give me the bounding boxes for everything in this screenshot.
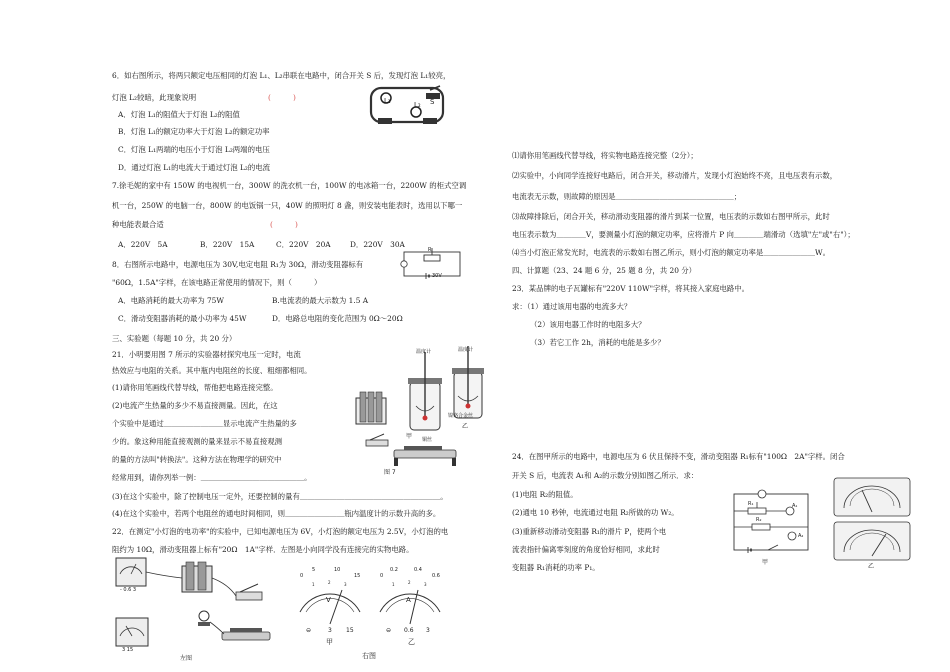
- q7-stem-line1: 7.徐毛妮的家中有 150W 的电视机一台，300W 的洗衣机一台，100W 的电冰箱一台，2200W 的柜式空调: [112, 181, 467, 190]
- q8-stem-line2: "60Ω，1.5A"字样，在该电路正常使用的情况下，则（ ）: [112, 278, 322, 287]
- q6-circuit-figure: [368, 84, 448, 128]
- a-tick-06: 0.6: [432, 573, 440, 579]
- q22-part2-line2: 电流表无示数，则故障的原因是＿＿＿＿＿＿＿＿＿＿＿＿＿＿＿＿；: [512, 192, 742, 201]
- q21-copper-label: 铜丝: [422, 437, 433, 443]
- q24-meters-figure: [832, 476, 912, 572]
- q6-stem-line2: 灯泡 L₂较暗，此现象说明: [112, 93, 197, 102]
- q21-line3: (1)请你用笔画线代替导线，帮他把电路连接完整。: [112, 383, 278, 392]
- a-term-minus: ⊖: [386, 627, 392, 634]
- q6-l2-label: L₂: [414, 101, 421, 109]
- q23-line2: 求：（1）通过该用电器的电流多大？: [512, 302, 632, 311]
- v-term-15: 15: [346, 627, 354, 634]
- q23-line4: （3）若它工作 2h，消耗的电能是多少？: [530, 338, 665, 347]
- q24-line4: (2)通电 10 秒钟，电流通过电阻 R₂所做的功 W₂。: [512, 508, 679, 517]
- a-tick-02: 0.2: [390, 567, 398, 573]
- q6-l1-label: L₁: [384, 97, 391, 105]
- q7-option-b: B．220V 15A: [200, 240, 255, 249]
- q21-apparatus-figure: [352, 346, 490, 478]
- q24-yi-caption: 乙: [868, 563, 875, 570]
- q7-answer-paren: ( ): [270, 220, 298, 229]
- q22-apparatus-figure: [112, 556, 274, 664]
- q22-voltmeter-terminals: 3 15: [122, 647, 134, 653]
- q6-option-b: B．灯泡 L₁的额定功率大于灯泡 L₂的额定功率: [118, 127, 270, 136]
- q21-nichrome-label: 镍铬合金丝: [448, 413, 474, 419]
- section4-heading: 四、计算题（23、24 题 6 分，25 题 8 分，共 20 分）: [512, 266, 697, 275]
- q24-a2-label: A₂: [798, 533, 804, 539]
- q7-stem-line3: 种电能表最合适: [112, 220, 164, 229]
- q24-line6: 流表指针偏离零刻度的角度恰好相同，求此时: [512, 545, 660, 554]
- q21-thermometer2-label: 温度计: [458, 347, 474, 353]
- q24-line7: 变阻器 R₁消耗的功率 P₁。: [512, 563, 600, 572]
- v-tick-10: 10: [334, 567, 341, 573]
- q7-option-c: C．220V 20A: [276, 240, 331, 249]
- q24-line2: 开关 S 后，电流表 A₁和 A₂的示数分别如图乙所示．求：: [512, 471, 699, 480]
- v-tick-0: 0: [300, 573, 304, 579]
- q24-jia-caption: 甲: [762, 559, 769, 566]
- q24-line1: 24．在图甲所示的电路中，电源电压为 6 伏且保持不变，滑动变阻器 R₁标有"100Ω 2A"字样。闭合: [512, 452, 845, 461]
- q8-option-b: B.电流表的最大示数为 1.5 A: [272, 296, 369, 305]
- v-sub-3: 3: [344, 582, 347, 587]
- a-term-06: 0.6: [404, 627, 414, 634]
- q21-line1: 21．小明要用图 7 所示的实验器材探究电压一定时，电流: [112, 350, 301, 359]
- q22-part4: ⑷当小灯泡正常发光时，电流表的示数如右图乙所示，则小灯泡的额定功率是＿＿＿＿＿＿＿W。: [512, 248, 831, 257]
- a-meter-letter: A: [406, 596, 411, 604]
- q6-option-d: D．通过灯泡 L₁的电流大于通过灯泡 L₂的电流: [118, 163, 271, 172]
- q22-part3-line2: 电压表示数为＿＿＿＿V，要测量小灯泡的额定功率，应将滑片 P 向＿＿＿＿端滑动（选填"左"或"右"）；: [512, 230, 855, 239]
- q24-r2-label: R₂: [756, 517, 762, 523]
- q8-v-label: 30V: [432, 273, 442, 279]
- q7-option-a: A．220V 5A: [118, 240, 168, 249]
- q21-line5: 个实验中是通过＿＿＿＿＿＿＿＿显示电流产生热量的多: [112, 419, 297, 428]
- q8-option-c: C．滑动变阻器消耗的最小功率为 45W: [118, 314, 247, 323]
- v-tick-5: 5: [312, 567, 316, 573]
- v-meter-letter: V: [326, 596, 331, 604]
- q21-line6: 少的。象这种用能直接观测的量来显示不易直接观测: [112, 437, 282, 446]
- v-tick-15: 15: [354, 573, 361, 579]
- q24-a1-label: A₁: [792, 503, 798, 509]
- q8-option-a: A．电路消耗的最大功率为 75W: [118, 296, 224, 305]
- q6-stem-line1: 6．如右图所示，将两只额定电压相同的灯泡 L₁、L₂串联在电路中，闭合开关 S 后，发现灯泡 L₁较亮，: [112, 71, 451, 80]
- q24-line3: (1)电阻 R₂的阻值。: [512, 490, 578, 499]
- q23-line1: 23．某品牌的电子瓦罐标有"220V 110W"字样，将其接入家庭电路中。: [512, 284, 750, 293]
- a-sub-2: 2: [408, 580, 411, 585]
- q8-r-label: R: [428, 247, 432, 253]
- q6-option-c: C．灯泡 L₁两端的电压小于灯泡 L₂两端的电压: [118, 145, 270, 154]
- q6-answer-paren: ( ): [268, 93, 296, 102]
- v-sub-1: 1: [312, 582, 315, 587]
- q22-part2-line1: ⑵实验中，小向同学连接好电路后，闭合开关，移动滑片，发现小灯泡始终不亮，且电压表有示数，: [512, 171, 838, 180]
- q22-left-caption: 左图: [180, 655, 193, 662]
- q21-line2: 热效应与电阻的关系。其中瓶内电阻丝的长度、粗细都相同。: [112, 366, 312, 375]
- q8-stem-line1: 8．右图所示电路中，电源电压为 30V,电定电阻 R₁为 30Ω，滑动变阻器标有: [112, 260, 364, 269]
- a-tick-0: 0: [380, 573, 384, 579]
- q8-option-d: D．电路总电阻的变化范围为 0Ω～20Ω: [272, 314, 403, 323]
- v-sub-2: 2: [328, 580, 331, 585]
- a-sub-3: 3: [424, 582, 427, 587]
- v-dial-jia: 甲: [326, 638, 333, 646]
- q22-right-caption: 右图: [362, 652, 376, 660]
- q22-line2: 阻约为 10Ω，滑动变阻器上标有"20Ω 1A"字样．左图是小向同学没有连接完的实物电路。: [112, 545, 414, 554]
- v-term-3: 3: [328, 627, 332, 634]
- a-sub-1: 1: [392, 582, 395, 587]
- section3-heading: 三、实验题（每题 10 分，共 20 分）: [112, 334, 237, 343]
- q24-line5: (3)重新移动滑动变阻器 R₁的滑片 P，使两个电: [512, 527, 667, 536]
- q21-thermometer-label: 温度计: [416, 349, 432, 355]
- v-term-minus: ⊖: [306, 627, 312, 634]
- q21-line8: 经常用到，请你列举一例：＿＿＿＿＿＿＿＿＿＿＿＿＿＿。: [112, 473, 312, 482]
- q7-option-d: D．220V 30A: [350, 240, 405, 249]
- a-dial-yi: 乙: [408, 638, 415, 646]
- q7-stem-line2: 机一台，250W 的电脑一台，800W 的电饭锅一只，40W 的照明灯 8 盏，则安装电能表时，选用以下哪一: [112, 201, 463, 210]
- a-tick-04: 0.4: [414, 567, 422, 573]
- q21-line7: 的量的方法叫"转换法"。这种方法在物理学的研究中: [112, 455, 282, 464]
- q22-part3-line1: ⑶故障排除后，闭合开关，移动滑动变阻器的滑片到某一位置，电压表的示数如右图甲所示，此时: [512, 212, 830, 221]
- q21-line9: (3)在这个实验中，除了控制电压一定外，还要控制的量有＿＿＿＿＿＿＿＿＿＿＿＿＿＿＿＿＿＿＿。: [112, 492, 448, 501]
- q22-meter-dials: [290, 566, 450, 664]
- q21-figure-caption: 图 7: [384, 469, 396, 476]
- q21-jia-label: 甲: [406, 433, 413, 440]
- q21-line4: (2)电流产生热量的多少不易直接测量。因此，在这: [112, 401, 278, 410]
- q22-part1: ⑴请你用笔画线代替导线，将实物电路连接完整（2分）；: [512, 151, 698, 160]
- q24-r1-label: R₁: [748, 501, 754, 507]
- q22-ammeter-terminals: - 0.6 3: [120, 587, 137, 593]
- q22-line1: 22．在测定"小灯泡的电功率"的实验中，已知电源电压为 6V，小灯泡的额定电压为 2.5V，小灯泡的电: [112, 527, 449, 536]
- q21-yi-label: 乙: [462, 423, 469, 430]
- q8-circuit-figure: [398, 246, 464, 280]
- a-term-3: 3: [426, 627, 430, 634]
- q23-line3: （2）该用电器工作时的电阻多大？: [530, 320, 646, 329]
- q21-line10: (4)在这个实验中，若两个电阻丝的通电时间相同，则＿＿＿＿＿＿＿＿瓶内温度计的示数升高的多。: [112, 509, 441, 518]
- q24-circuit-figure: [728, 488, 814, 570]
- q6-s-label: S: [430, 98, 435, 106]
- q6-option-a: A．灯泡 L₁的阻值大于灯泡 L₂的阻值: [118, 110, 240, 119]
